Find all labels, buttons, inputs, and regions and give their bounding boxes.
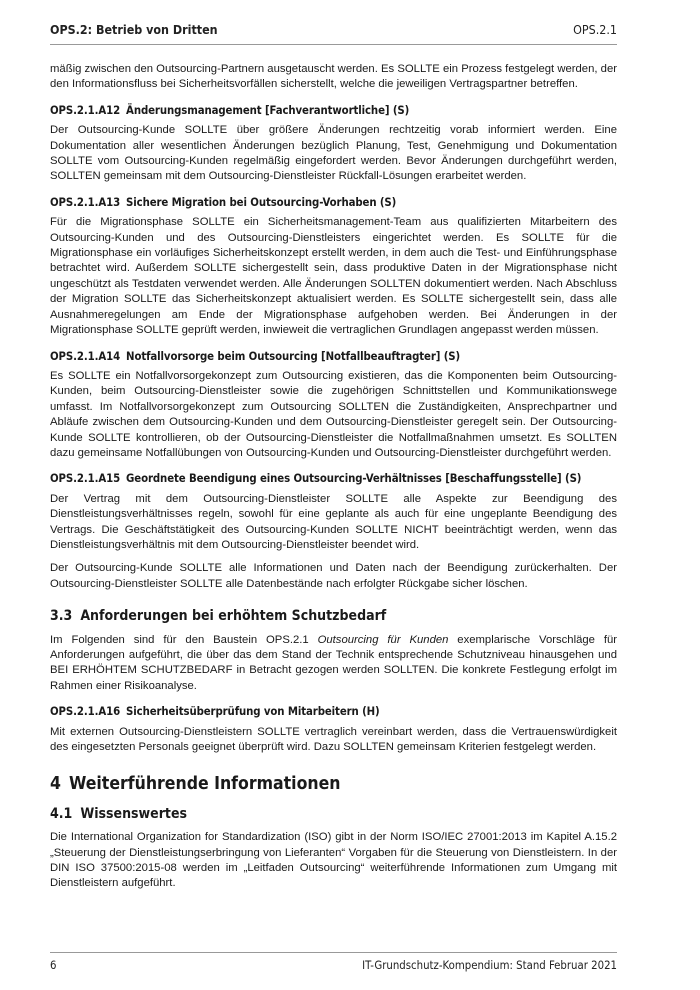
requirement-text-a16: Mit externen Outsourcing-Dienstleistern SOLLTE vertraglich vereinbart werden, dass die Vertrauenswürdigkeit des eingesetzten Personals geeignet überprüft wird. Dazu SOLLTEN gemeinsam Kriterien festgelegt werden. — [50, 725, 617, 754]
intro-paragraph: mäßig zwischen den Outsourcing-Partnern ausgetauscht werden. Es SOLLTE ein Prozess festgelegt werden, der den Informationsfluss bei Sicherheitsvorfällen sicherstellt, welche die jeweiligen Vertragspartner betreffen. — [50, 63, 617, 91]
footer-edition: IT-Grundschutz-Kompendium: Stand Februar 2021 — [362, 959, 617, 972]
requirement-text-a15-2: Der Outsourcing-Kunde SOLLTE alle Informationen und Daten nach der Beendigung zurückerhalten. Der Outsourcing-Dienstleister SOLLTE alle Datenbestände nach erfolgter Rückgabe sicher löschen. — [50, 562, 617, 590]
section-text-part: Im Folgenden sind für den Baustein OPS.2.1 — [50, 633, 318, 646]
module-name-emphasis: Outsourcing für Kunden — [317, 633, 449, 646]
requirement-heading-a13 — [50, 195, 617, 210]
requirement-text-a14: Es SOLLTE ein Notfallvorsorgekonzept zum Outsourcing existieren, das die Komponenten beim Outsourcing-Kunden, beim Outsourcing-Dienstleister sowie die zugehörigen Schnittstellen und Kommunikationswege umfasst. Im Notfallvorsorgekonzept zum Outsourcing SOLLTEN die Zuständigkeiten, Ansprechpartner und Abläufe zwischen dem Outsourcing-Kunden und dem Outsourcing-Dienstleister geregelt sein. Der Outsourcing-Kunde SOLLTE kontrollieren, ob der Outsourcing-Dienstleister die Notfallmaßnahmen umsetzt. Es SOLLTEN dazu gemeinsame Notfallübungen von Outsourcing-Kunden und Outsourcing-Dienstleister durchgeführt werden. — [50, 369, 617, 459]
requirement-text-a13: Für die Migrationsphase SOLLTE ein Sicherheitsmanagement-Team aus qualifizierten Mitarbeitern des Outsourcing-Kunden und des Outsourcing-Dienstleisters eingerichtet werden. Es SOLLTE für die Migrationsphase ein vorläufiges Sicherheitskonzept erstellt werden, in dem auch die Test- und Einführungsphase betrachtet wird. Außerdem SOLLTE sichergestellt sein, dass produktive Daten in der Migrationsphase nicht ungeschützt als Testdaten verwendet werden. Alle Änderungen SOLLTEN dokumentiert werden. Nach Abschluss der Migration SOLLTE das Sicherheitskonzept aktualisiert werden. Es SOLLTE sichergestellt sein, dass alle Ausnahmeregelungen am Ende der Migrationsphase aufgehoben werden. Bei Änderungen in der Migrationsphase SOLLTE geprüft werden, inwieweit die vertraglichen Grundlagen angepasst werden müssen. — [50, 216, 617, 337]
requirement-code: OPS.2.1.A12 — [50, 103, 121, 117]
page-content — [50, 62, 617, 900]
requirement-title: Sichere Migration bei Outsourcing-Vorhaben (S) — [126, 195, 397, 209]
section-heading-4-1 — [50, 807, 617, 822]
section-heading-3-3 — [50, 609, 617, 624]
requirement-code: OPS.2.1.A16 — [50, 705, 121, 719]
requirement-code: OPS.2.1.A13 — [50, 195, 121, 209]
chapter-number: 4 — [50, 774, 61, 795]
chapter-heading-4 — [50, 774, 617, 795]
requirement-heading-a12 — [50, 103, 617, 118]
section-number: 3.3 — [50, 608, 73, 625]
header-chapter-title: OPS.2: Betrieb von Dritten — [50, 22, 218, 37]
requirement-heading-a15 — [50, 471, 617, 486]
requirement-title: Notfallvorsorge beim Outsourcing [Notfallbeauftragter] (S) — [126, 349, 461, 363]
section-title: Wissenswertes — [80, 805, 187, 822]
requirement-heading-a16 — [50, 704, 617, 719]
requirement-heading-a14 — [50, 349, 617, 364]
page-footer — [50, 952, 617, 972]
page-header — [50, 22, 617, 45]
requirement-title: Sicherheitsüberprüfung von Mitarbeitern (H) — [126, 705, 380, 719]
requirement-title: Änderungsmanagement [Fachverantwortliche] (S) — [126, 103, 410, 117]
requirement-text-a15-1: Der Vertrag mit dem Outsourcing-Dienstleister SOLLTE alle Aspekte zur Beendigung des Dienstleistungsverhältnisses regeln, sowohl für eine geplante als auch für eine ungeplante Beendigung des Vertrags. Die Geschäftstätigkeit des Outsourcing-Kunden SOLLTE NICHT beeinträchtigt werden, wenn das Dienstleistungsverhältnis mit dem Outsourcing-Dienstleister beendet wird. — [50, 492, 617, 551]
section-3-3-paragraph — [50, 633, 617, 695]
chapter-title: Weiterführende Informationen — [68, 774, 341, 795]
requirement-title: Geordnete Beendigung eines Outsourcing-Verhältnisses [Beschaffungsstelle] (S) — [126, 472, 582, 486]
section-title: Anforderungen bei erhöhtem Schutzbedarf — [80, 608, 387, 625]
requirement-code: OPS.2.1.A15 — [50, 472, 121, 486]
requirement-text-a12: Der Outsourcing-Kunde SOLLTE über größere Änderungen rechtzeitig vorab informiert werden. Eine Dokumentation aller wesentlichen Änderungen bezüglich Planung, Test, Genehmigung und Dokumentation SOLLTE vom Outsourcing-Kunden regelmäßig eingefordert werden. Bevor Änderungen durchgeführt werden, SOLLTEN gemeinsam mit dem Outsourcing-Dienstleister Rückfall-Lösungen erarbeitet werden. — [50, 124, 617, 183]
section-4-1-paragraph: Die International Organization for Standardization (ISO) gibt in der Norm ISO/IEC 27001:2013 im Kapitel A.15.2 „Steuerung der Dienstleistungserbringung von Lieferanten“ Vorgaben für die Steuerung von Dienstleistern. In der DIN ISO 37500:2015-08 werden im „Leitfaden Outsourcing“ weiterführende Informationen zum Umgang mit Dienstleistern aufgeführt. — [50, 831, 617, 890]
requirement-code: OPS.2.1.A14 — [50, 349, 121, 363]
section-number: 4.1 — [50, 805, 73, 822]
page-number: 6 — [50, 959, 57, 972]
section-text-part: exemplarische Vorschläge für Anforderungen aufgeführt, die über das dem Stand der Technik entsprechende Schutzniveau hinausgehen und BEI ERHÖHTEM SCHUTZBEDARF in Betracht gezogen werden SOLLTEN. Die konkrete Festlegung erfolgt im Rahmen einer Risikoanalyse. — [50, 633, 618, 692]
header-module-code: OPS.2.1 — [573, 22, 617, 37]
